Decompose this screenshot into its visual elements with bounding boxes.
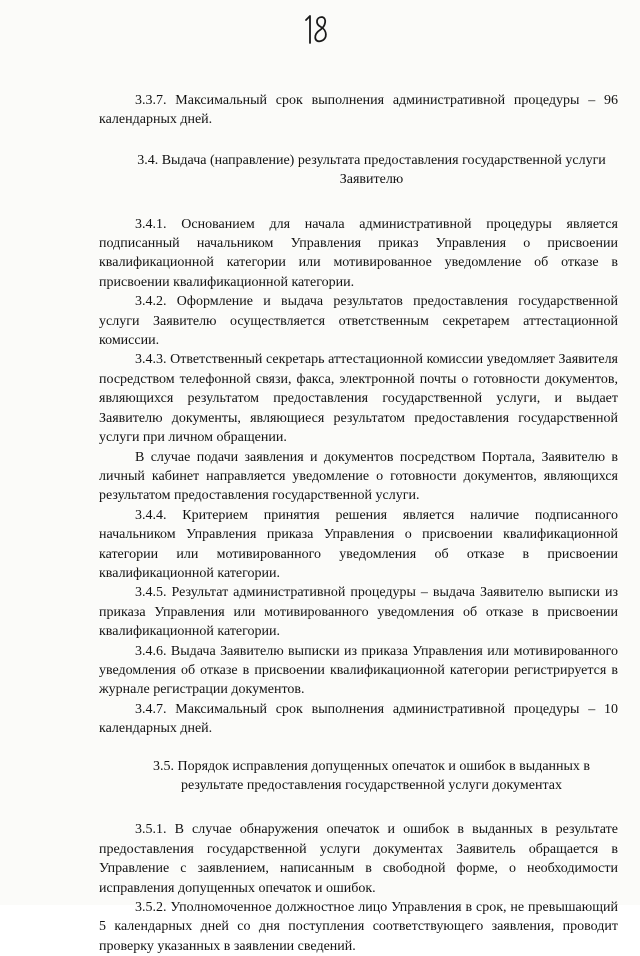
paragraph-3-4-5: 3.4.5. Результат административной процедуры – выдача Заявителю выписки из приказа Управления или мотивированного уведомления об отказе в присвоении квалификационной категории.	[99, 585, 618, 640]
paragraph-3-4-6: 3.4.6. Выдача Заявителю выписки из приказа Управления или мотивированного уведомления об отказе в присвоении квалификационной категории регистрируется в журнале регистрации документов.	[99, 643, 618, 698]
paragraph-3-5-1: 3.5.1. В случае обнаружения опечаток и ошибок в выданных в результате предоставления государственной услуги документах Заявитель обращается в Управление с заявлением, написанным в свободной форме, о необходимости исправления допущенных опечаток и ошибок.	[99, 822, 618, 896]
paragraph-3-4-1: 3.4.1. Основанием для начала административной процедуры является подписанный начальником Управления приказ Управления о присвоении квалификационной категории или мотивированное уведомление об отказе в присвоении квалификационной категории.	[99, 216, 618, 290]
handwritten-page-number	[296, 12, 336, 48]
paragraph-3-4-2: 3.4.2. Оформление и выдача результатов предоставления государственной услуги Заявителю осуществляется ответственным секретарем аттестационной комиссии.	[99, 294, 618, 349]
paragraph-3-4-7: 3.4.7. Максимальный срок выполнения административной процедуры – 10 календарных дней.	[99, 701, 618, 737]
section-heading-3-5: 3.5. Порядок исправления допущенных опечаток и ошибок в выданных в результате предоставления государственной услуги документах	[152, 758, 591, 793]
paragraph-3-4-3: 3.4.3. Ответственный секретарь аттестационной комиссии уведомляет Заявителя посредством телефонной связи, факса, электронной почты о готовности документов, являющихся результатом предоставления государственной услуги, и выдает Заявителю документы, являющиеся результатом предоставления государственной услуги при личном обращении.	[99, 352, 618, 446]
paragraph-portal-notice: В случае подачи заявления и документов посредством Портала, Заявителю в личный кабинет направляется уведомление о готовности документов, являющихся результатом предоставления государственной услуги.	[99, 449, 618, 504]
paragraph-3-4-4: 3.4.4. Критерием принятия решения является наличие подписанного начальником Управления приказа Управления о присвоении квалификационной категории или мотивированного уведомления об отказе в присвоении квалификационной категории.	[99, 507, 618, 581]
handwritten-page-number-graphic	[296, 12, 336, 48]
paragraph-3-3-7: 3.3.7. Максимальный срок выполнения административной процедуры – 96 календарных дней.	[99, 93, 618, 128]
paragraph-3-5-2: 3.5.2. Уполномоченное должностное лицо Управления в срок, не превышающий 5 календарных дней со дня поступления соответствующего заявления, проводит проверку указанных в заявлении сведений.	[99, 900, 618, 954]
document-body	[99, 91, 618, 956]
section-heading-3-4: 3.4. Выдача (направление) результата предоставления государственной услуги Заявителю	[137, 152, 606, 188]
